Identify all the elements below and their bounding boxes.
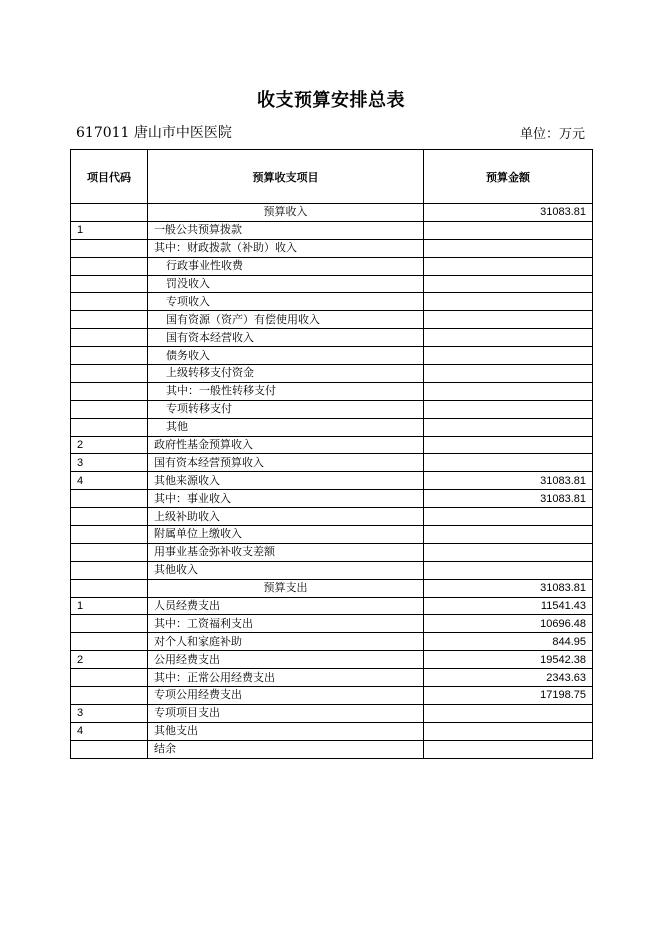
table-row (71, 454, 593, 472)
row-amount (424, 454, 593, 472)
table-row (71, 526, 593, 544)
row-amount (424, 275, 593, 293)
row-amount (424, 311, 593, 329)
row-item: 其他 (148, 418, 424, 436)
organization-name: 617011 唐山市中医医院 (76, 125, 232, 141)
row-amount (424, 239, 593, 257)
row-amount (424, 740, 593, 758)
row-amount (424, 347, 593, 365)
row-item: 其他支出 (148, 722, 424, 740)
row-amount: 31083.81 (424, 472, 593, 490)
table-row (71, 436, 593, 454)
table-row (71, 579, 593, 597)
table-row (71, 382, 593, 400)
row-code (71, 311, 148, 329)
row-amount: 10696.48 (424, 615, 593, 633)
table-row (71, 418, 593, 436)
row-code: 4 (71, 722, 148, 740)
row-code (71, 508, 148, 526)
row-item: 行政事业性收费 (148, 257, 424, 275)
row-code (71, 293, 148, 311)
row-amount (424, 329, 593, 347)
row-code: 2 (71, 651, 148, 669)
table-row (71, 293, 593, 311)
row-amount (424, 400, 593, 418)
table-row (71, 561, 593, 579)
row-code (71, 275, 148, 293)
row-code (71, 669, 148, 687)
table-row (71, 508, 593, 526)
budget-table (70, 149, 593, 759)
row-item: 一般公共预算拨款 (148, 221, 424, 239)
row-item: 政府性基金预算收入 (148, 436, 424, 454)
table-header-row (71, 150, 593, 204)
row-item: 专项项目支出 (148, 704, 424, 722)
table-row (71, 329, 593, 347)
row-amount (424, 561, 593, 579)
row-item: 债务收入 (148, 347, 424, 365)
row-code (71, 687, 148, 705)
row-item: 其中：财政拨款（补助）收入 (148, 239, 424, 257)
row-amount: 31083.81 (424, 579, 593, 597)
row-amount: 19542.38 (424, 651, 593, 669)
row-amount: 31083.81 (424, 490, 593, 508)
row-item: 对个人和家庭补助 (148, 633, 424, 651)
row-item: 其他收入 (148, 561, 424, 579)
row-item: 专项公用经费支出 (148, 687, 424, 705)
table-row (71, 365, 593, 383)
table-row (71, 472, 593, 490)
page-title: 收支预算安排总表 (257, 90, 405, 111)
row-amount: 11541.43 (424, 597, 593, 615)
table-row (71, 400, 593, 418)
row-item: 其中：工资福利支出 (148, 615, 424, 633)
row-amount: 17198.75 (424, 687, 593, 705)
row-item: 专项收入 (148, 293, 424, 311)
row-item: 专项转移支付 (148, 400, 424, 418)
table-row (71, 543, 593, 561)
row-item: 罚没收入 (148, 275, 424, 293)
table-row (71, 490, 593, 508)
row-amount (424, 508, 593, 526)
row-amount (424, 722, 593, 740)
row-amount (424, 418, 593, 436)
row-amount (424, 436, 593, 454)
table-row (71, 257, 593, 275)
table-row (71, 311, 593, 329)
row-item: 其他来源收入 (148, 472, 424, 490)
row-code (71, 615, 148, 633)
table-row (71, 221, 593, 239)
table-row (71, 633, 593, 651)
row-code (71, 543, 148, 561)
table-row (71, 275, 593, 293)
table-row (71, 740, 593, 758)
row-code (71, 579, 148, 597)
row-amount (424, 526, 593, 544)
row-item: 其中：正常公用经费支出 (148, 669, 424, 687)
row-code (71, 365, 148, 383)
row-code (71, 633, 148, 651)
row-item: 用事业基金弥补收支差额 (148, 543, 424, 561)
table-row (71, 204, 593, 222)
header-item: 预算收支项目 (148, 150, 424, 204)
row-code (71, 239, 148, 257)
row-amount (424, 257, 593, 275)
table-row (71, 687, 593, 705)
row-item: 附属单位上缴收入 (148, 526, 424, 544)
row-code: 3 (71, 704, 148, 722)
row-code (71, 740, 148, 758)
row-code (71, 329, 148, 347)
header-code: 项目代码 (71, 150, 148, 204)
row-code: 2 (71, 436, 148, 454)
row-amount (424, 365, 593, 383)
table-row (71, 347, 593, 365)
row-amount: 844.95 (424, 633, 593, 651)
row-code: 1 (71, 597, 148, 615)
row-code: 4 (71, 472, 148, 490)
row-code (71, 347, 148, 365)
table-row (71, 669, 593, 687)
row-code (71, 561, 148, 579)
row-code (71, 400, 148, 418)
table-row (71, 704, 593, 722)
table-row (71, 239, 593, 257)
row-item: 其中：一般性转移支付 (148, 382, 424, 400)
row-item: 结余 (148, 740, 424, 758)
row-item: 上级转移支付资金 (148, 365, 424, 383)
row-amount (424, 293, 593, 311)
table-row (71, 722, 593, 740)
row-code (71, 382, 148, 400)
row-item: 上级补助收入 (148, 508, 424, 526)
row-code (71, 526, 148, 544)
row-amount (424, 221, 593, 239)
row-item: 公用经费支出 (148, 651, 424, 669)
row-code (71, 490, 148, 508)
row-item: 国有资本经营预算收入 (148, 454, 424, 472)
table-row (71, 615, 593, 633)
row-amount: 2343.63 (424, 669, 593, 687)
row-item: 国有资本经营收入 (148, 329, 424, 347)
row-amount (424, 382, 593, 400)
row-item: 预算支出 (148, 579, 424, 597)
table-row (71, 597, 593, 615)
row-item: 其中：事业收入 (148, 490, 424, 508)
row-amount (424, 543, 593, 561)
header-amount: 预算金额 (424, 150, 593, 204)
row-code (71, 204, 148, 222)
row-amount: 31083.81 (424, 204, 593, 222)
row-item: 预算收入 (148, 204, 424, 222)
row-item: 国有资源（资产）有偿使用收入 (148, 311, 424, 329)
row-code: 3 (71, 454, 148, 472)
row-code: 1 (71, 221, 148, 239)
row-amount (424, 704, 593, 722)
unit-label: 单位：万元 (519, 127, 585, 142)
row-code (71, 257, 148, 275)
table-row (71, 651, 593, 669)
row-item: 人员经费支出 (148, 597, 424, 615)
row-code (71, 418, 148, 436)
